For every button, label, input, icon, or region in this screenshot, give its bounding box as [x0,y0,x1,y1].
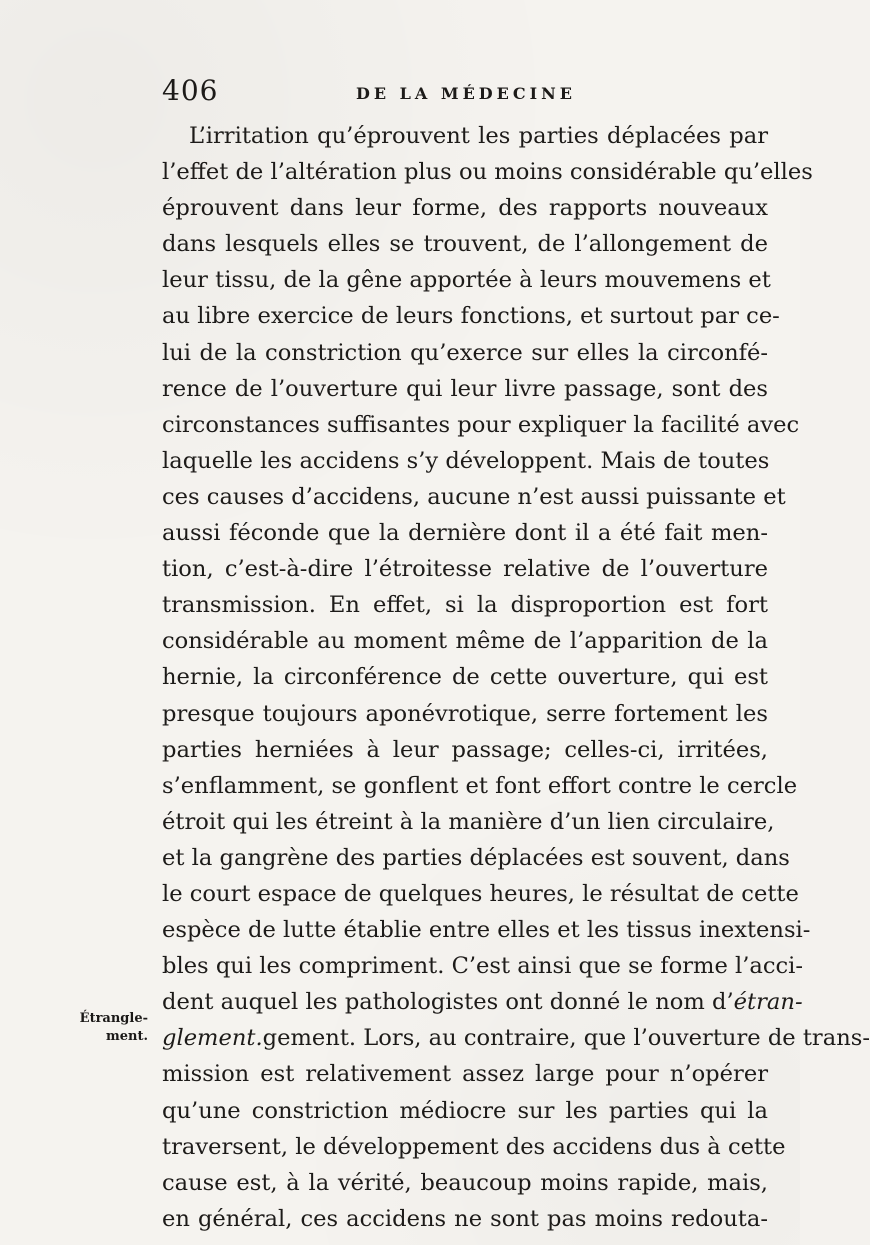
text-line: étroit qui les étreint à la manière d’un lien circulaire, [162,808,775,835]
text-line: parties herniées à leur passage; celles-ci, irritées, [162,736,768,763]
text-line: mission est relativement assez large pour n’opérer [162,1061,768,1088]
italic-term: étran- [733,989,803,1016]
text-line: hernie, la circonférence de cette ouverture, qui est [162,664,768,691]
text-line: espèce de lutte établie entre elles et les tissus inextensi- [162,917,811,944]
text-line: presque toujours aponévrotique, serre fortement les [162,700,768,727]
body-text [162,118,870,1237]
text-line: laquelle les accidens s’y développent. Mais de toutes [162,447,770,474]
text-line: cause est, à la vérité, beaucoup moins rapide, mais, [162,1169,768,1196]
text-line-part: gement. Lors, au contraire, que l’ouverture de trans- [262,1025,870,1052]
text-line: traversent, le développement des accidens dus à cette [162,1133,786,1160]
text-line: L’irritation qu’éprouvent les parties déplacées par [189,123,768,149]
page-number: 406 [162,74,219,107]
text-line: qu’une constriction médiocre sur les parties qui la [162,1097,768,1124]
text-line [162,984,803,1020]
text-line: en général, ces accidens ne sont pas moins redouta- [162,1205,768,1232]
page-header [162,74,772,114]
text-line: bles qui les compriment. C’est ainsi que se forme l’acci- [162,953,804,980]
text-line: aussi féconde que la dernière dont il a été fait men- [162,520,768,547]
text-line: transmission. En effet, si la disproportion est fort [162,592,768,619]
text-line [162,1020,870,1056]
margin-note-line: Étrangle- [79,1011,148,1026]
running-head: DE LA MÉDECINE [356,84,576,103]
text-line: ces causes d’accidens, aucune n’est aussi puissante et [162,483,786,510]
text-line: lui de la constriction qu’exerce sur elles la circonfé- [162,339,768,366]
text-line: le court espace de quelques heures, le résultat de cette [162,880,799,907]
text-line: considérable au moment même de l’apparition de la [162,628,768,655]
text-line: rence de l’ouverture qui leur livre passage, sont des [162,375,768,402]
text-line: dans lesquels elles se trouvent, de l’allongement de [162,231,768,258]
text-line: l’effet de l’altération plus ou moins considérable qu’elles [162,159,813,186]
text-line: éprouvent dans leur forme, des rapports nouveaux [162,195,768,222]
text-line: et la gangrène des parties déplacées est souvent, dans [162,844,790,871]
text-line: circonstances suffisantes pour expliquer la facilité avec [162,411,800,438]
text-line: leur tissu, de la gêne apportée à leurs mouvemens et [162,267,771,294]
italic-term: glement. [162,1025,263,1052]
text-line: au libre exercice de leurs fonctions, et surtout par ce- [162,303,780,330]
margin-note-line: ment. [105,1029,148,1044]
text-line: s’enflamment, se gonflent et font effort contre le cercle [162,772,798,799]
text-line-part: dent auquel les pathologistes ont donné le nom d’ [162,989,734,1016]
margin-note [58,1010,148,1046]
text-line: tion, c’est-à-dire l’étroitesse relative de l’ouverture [162,556,768,583]
